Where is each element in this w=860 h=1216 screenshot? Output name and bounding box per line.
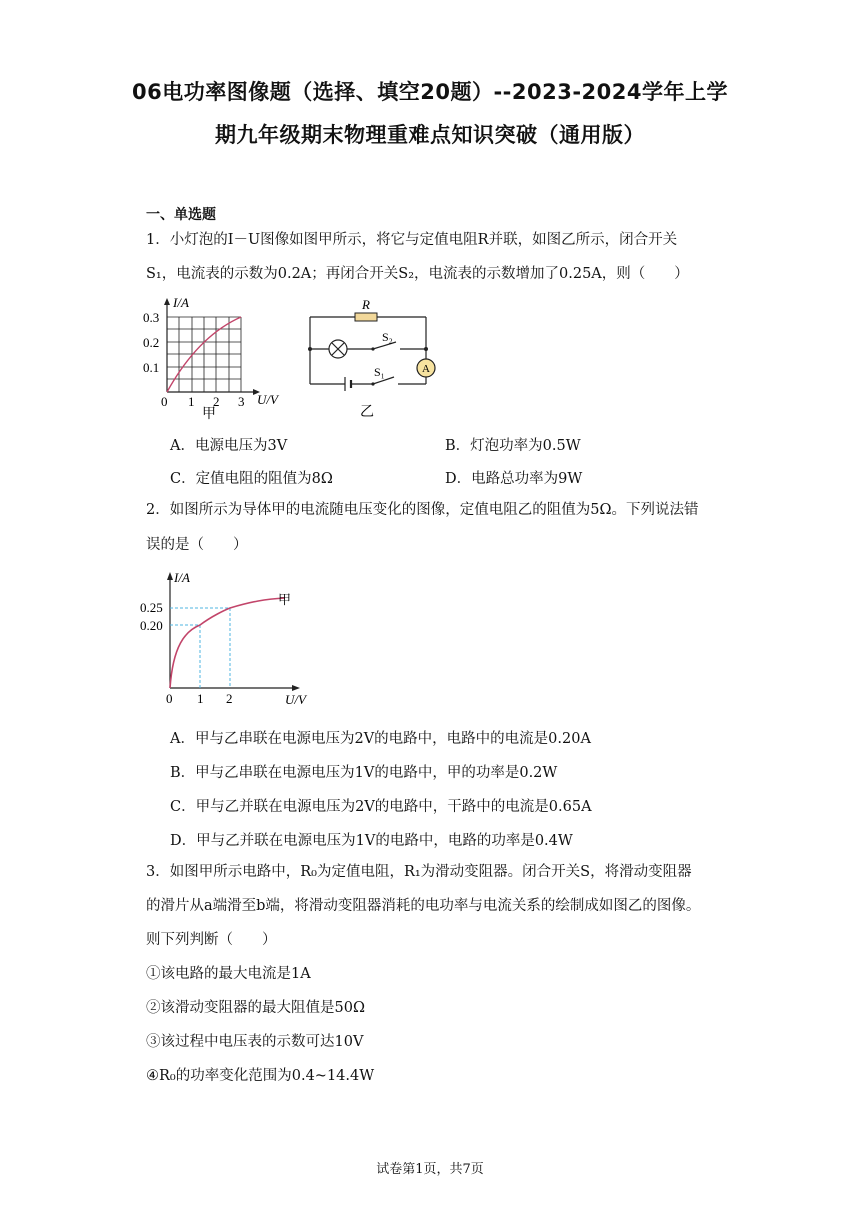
q1-fig-a-xlabel: U/V [257,392,278,407]
q2-fig-ytick: 0.25 [140,600,163,615]
q1-fig-a-ytick: 0.2 [143,335,160,350]
q2-stem-line-2: 误的是（ ） [146,537,248,553]
section-heading: 一、单选题 [146,207,216,223]
q1-figure-circuit [300,296,446,420]
q1-stem-line-1: 1．小灯泡的I－U图像如图甲所示，将它与定值电阻R并联，如图乙所示，闭合开关 [146,232,678,248]
q3-statement-2: ②该滑动变阻器的最大阻值是50Ω [146,1000,365,1016]
q2-stem-line-1: 2．如图所示为导体甲的电流随电压变化的图像，定值电阻乙的阻值为5Ω。下列说法错 [146,502,699,518]
q2-option-c[interactable]: C．甲与乙并联在电源电压为2V的电路中，干路中的电流是0.65A [170,799,592,815]
q2-fig-ylabel: I/A [174,570,190,585]
q3-stem-line-1: 3．如图甲所示电路中，R₀为定值电阻，R₁为滑动变阻器。闭合开关S，将滑动变阻器 [146,864,692,880]
q1-option-d[interactable]: D．电路总功率为9W [445,471,583,487]
q3-statement-3: ③该过程中电压表的示数可达10V [146,1034,364,1050]
q3-statement-4: ④R₀的功率变化范围为0.4~14.4W [146,1068,375,1084]
q1-fig-b-caption: 乙 [360,405,374,420]
q2-fig-xtick: 1 [197,691,204,706]
q3-stem-line-3: 则下列判断（ ） [146,932,277,948]
resistor-R [355,313,377,321]
q1-fig-a-ytick: 0.1 [143,360,160,375]
q2-fig-xtick: 0 [166,691,173,706]
q2-fig-xlabel: U/V [285,692,306,707]
q3-statement-1: ①该电路的最大电流是1A [146,966,311,982]
page-footer: 试卷第1页，共7页 [376,1162,484,1177]
page-title-line-2: 期九年级期末物理重难点知识突破（通用版） [215,123,645,147]
q1-figure-iu-graph [140,296,290,420]
q1-fig-a-ytick: 0.3 [143,310,160,325]
resistor-label: R [362,297,370,312]
q2-iu-curve [170,598,285,688]
ammeter-label: A [422,363,430,375]
q2-fig-xtick: 2 [226,691,233,706]
q1-fig-a-xtick: 1 [188,394,195,409]
q2-option-b[interactable]: B．甲与乙串联在电源电压为1V的电路中，甲的功率是0.2W [170,765,558,781]
q1-fig-a-xtick: 0 [161,394,168,409]
q1-fig-a-xtick: 3 [238,394,245,409]
q2-option-a[interactable]: A．甲与乙串联在电源电压为2V的电路中，电路中的电流是0.20A [170,731,591,747]
q1-fig-a-ylabel: I/A [173,296,189,310]
q2-series-label: 甲 [278,592,292,607]
q1-option-b[interactable]: B．灯泡功率为0.5W [445,438,581,454]
page-title-line-1: 06电功率图像题（选择、填空20题）--2023-2024学年上学 [132,80,728,104]
q1-option-a[interactable]: A．电源电压为3V [170,438,288,454]
q1-option-c[interactable]: C．定值电阻的阻值为8Ω [170,471,333,487]
switch-s1-label: S₁ [374,365,385,379]
q2-fig-ytick: 0.20 [140,618,163,633]
q1-fig-a-xtick: 2 [213,394,220,409]
q1-fig-a-caption: 甲 [202,407,216,420]
q1-stem-line-2: S₁，电流表的示数为0.2A；再闭合开关S₂，电流表的示数增加了0.25A，则（ ） [146,266,689,282]
switch-s2-label: S₂ [382,330,393,344]
q2-figure-iu-graph [140,566,310,710]
q3-stem-line-2: 的滑片从a端滑至b端，将滑动变阻器消耗的电功率与电流关系的绘制成如图乙的图像。 [146,898,701,914]
q2-option-d[interactable]: D．甲与乙并联在电源电压为1V的电路中，电路的功率是0.4W [170,833,573,849]
